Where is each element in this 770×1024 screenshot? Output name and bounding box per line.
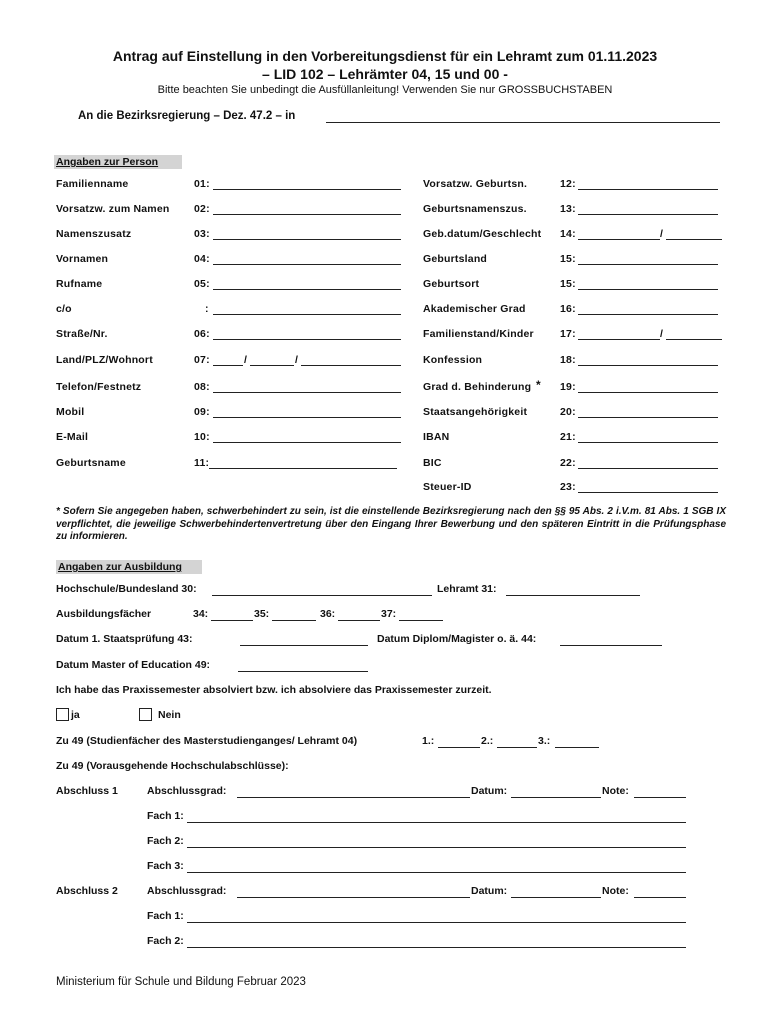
- label-hochschule: Hochschule/Bundesland 30:: [56, 583, 197, 595]
- field-fach1-a1[interactable]: [187, 822, 686, 823]
- form-subtitle: – LID 102 – Lehrämter 04, 15 und 00 -: [262, 66, 508, 82]
- field-10[interactable]: [213, 442, 401, 443]
- label-note-1: Note:: [602, 785, 629, 797]
- label-praxissemester: Ich habe das Praxissemester absolviert bzw. ich absolviere das Praxissemester zurzeit.: [56, 684, 492, 696]
- address-label: An die Bezirksregierung – Dez. 47.2 – in: [78, 110, 296, 122]
- field-12[interactable]: [578, 189, 718, 190]
- label-rufname: Rufname: [56, 278, 103, 290]
- field-11[interactable]: [209, 468, 397, 469]
- num-19: 19:: [560, 381, 576, 393]
- label-namenszusatz: Namenszusatz: [56, 228, 132, 240]
- field-21[interactable]: [578, 442, 718, 443]
- label-vorsatzwort: Vorsatzw. zum Namen: [56, 203, 170, 215]
- label-fach2-a1: Fach 2:: [147, 835, 184, 847]
- field-m2[interactable]: [497, 747, 537, 748]
- field-17-stand[interactable]: [578, 339, 660, 340]
- field-abschlussgrad-2[interactable]: [237, 897, 470, 898]
- label-steuer-id: Steuer-ID: [423, 481, 472, 493]
- num-15b: 15:: [560, 278, 576, 290]
- label-geburtsland: Geburtsland: [423, 253, 488, 265]
- label-staatsangehoerigkeit: Staatsangehörigkeit: [423, 406, 528, 418]
- label-mobil: Mobil: [56, 406, 85, 418]
- num-07: 07:: [194, 354, 210, 366]
- num-18: 18:: [560, 354, 576, 366]
- label-nein: Nein: [158, 709, 181, 721]
- field-08[interactable]: [213, 392, 401, 393]
- field-44[interactable]: [560, 645, 662, 646]
- num-01: 01:: [194, 178, 210, 190]
- label-behinderung: Grad d. Behinderung: [423, 381, 532, 393]
- label-abschlussgrad-1: Abschlussgrad:: [147, 785, 227, 797]
- num-03: 03:: [194, 228, 210, 240]
- label-ausbildungsfaecher: Ausbildungsfächer: [56, 608, 152, 620]
- label-datum-2: Datum:: [471, 885, 508, 897]
- slash-07b: /: [295, 354, 298, 366]
- field-20[interactable]: [578, 417, 718, 418]
- field-02[interactable]: [213, 214, 401, 215]
- field-22[interactable]: [578, 468, 718, 469]
- section-person-title: Angaben zur Person: [54, 155, 182, 169]
- label-wohnort: Land/PLZ/Wohnort: [56, 354, 153, 366]
- label-co: c/o: [56, 303, 72, 315]
- num-co: :: [205, 303, 209, 315]
- field-03[interactable]: [213, 239, 401, 240]
- field-49[interactable]: [238, 671, 368, 672]
- num-16: 16:: [560, 303, 576, 315]
- field-37[interactable]: [399, 620, 443, 621]
- label-vornamen: Vornamen: [56, 253, 109, 265]
- num-35: 35:: [254, 608, 270, 620]
- label-telefon: Telefon/Festnetz: [56, 381, 142, 393]
- num-08: 08:: [194, 381, 210, 393]
- field-fach2-a2[interactable]: [187, 947, 686, 948]
- label-abschlussgrad-2: Abschlussgrad:: [147, 885, 227, 897]
- label-abschluss-2: Abschluss 2: [56, 885, 118, 897]
- field-fach2-a1[interactable]: [187, 847, 686, 848]
- field-19[interactable]: [578, 392, 718, 393]
- label-vorsatzw-geburtsn: Vorsatzw. Geburtsn.: [423, 178, 528, 190]
- field-abschlussgrad-1[interactable]: [237, 797, 470, 798]
- num-06: 06:: [194, 328, 210, 340]
- section-ausbildung-title: Angaben zur Ausbildung: [56, 560, 202, 574]
- field-07-wohnort[interactable]: [301, 365, 401, 366]
- num-22: 22:: [560, 457, 576, 469]
- label-familienstand: Familienstand/Kinder: [423, 328, 534, 340]
- label-email: E-Mail: [56, 431, 89, 443]
- num-09: 09:: [194, 406, 210, 418]
- label-note-2: Note:: [602, 885, 629, 897]
- field-note-2[interactable]: [634, 897, 686, 898]
- label-abschluss-1: Abschluss 1: [56, 785, 118, 797]
- num-36: 36:: [320, 608, 336, 620]
- label-bic: BIC: [423, 457, 442, 469]
- label-staatspruefung: Datum 1. Staatsprüfung 43:: [56, 633, 193, 645]
- field-14-geschlecht[interactable]: [666, 239, 722, 240]
- field-07-plz[interactable]: [250, 365, 294, 366]
- field-04[interactable]: [213, 264, 401, 265]
- field-fach3-a1[interactable]: [187, 872, 686, 873]
- field-31[interactable]: [506, 595, 640, 596]
- label-ja: ja: [71, 709, 80, 721]
- label-fach1-a2: Fach 1:: [147, 910, 184, 922]
- num-23: 23:: [560, 481, 576, 493]
- field-m1[interactable]: [438, 747, 480, 748]
- field-m3[interactable]: [555, 747, 599, 748]
- asterisk-marker: *: [536, 378, 541, 392]
- label-zu49-abschluesse: Zu 49 (Vorausgehende Hochschulabschlüsse):: [56, 760, 289, 772]
- num-14: 14:: [560, 228, 576, 240]
- field-36[interactable]: [338, 620, 380, 621]
- label-lehramt: Lehramt 31:: [437, 583, 497, 595]
- field-datum-2[interactable]: [511, 897, 601, 898]
- label-fach3-a1: Fach 3:: [147, 860, 184, 872]
- num-05: 05:: [194, 278, 210, 290]
- field-06[interactable]: [213, 339, 401, 340]
- num-m3: 3.:: [538, 735, 551, 747]
- field-09[interactable]: [213, 417, 401, 418]
- field-datum-1[interactable]: [511, 797, 601, 798]
- num-10: 10:: [194, 431, 210, 443]
- field-co[interactable]: [213, 314, 401, 315]
- slash-14: /: [660, 228, 663, 240]
- label-geburtsname: Geburtsname: [56, 457, 126, 469]
- label-geburtsnamenszus: Geburtsnamenszus.: [423, 203, 527, 215]
- num-12: 12:: [560, 178, 576, 190]
- field-05[interactable]: [213, 289, 401, 290]
- num-21: 21:: [560, 431, 576, 443]
- label-strasse: Straße/Nr.: [56, 328, 108, 340]
- num-37: 37:: [381, 608, 397, 620]
- field-35[interactable]: [272, 620, 316, 621]
- num-17: 17:: [560, 328, 576, 340]
- form-instruction: Bitte beachten Sie unbedingt die Ausfüllanleitung! Verwenden Sie nur GROSSBUCHSTABEN: [157, 84, 613, 96]
- label-zu49-studienfaecher: Zu 49 (Studienfächer des Masterstudienganges/ Lehramt 04): [56, 735, 358, 747]
- field-16[interactable]: [578, 314, 718, 315]
- num-20: 20:: [560, 406, 576, 418]
- field-14-datum[interactable]: [578, 239, 660, 240]
- field-43[interactable]: [240, 645, 368, 646]
- num-m2: 2.:: [481, 735, 494, 747]
- form-title: Antrag auf Einstellung in den Vorbereitungsdienst für ein Lehramt zum 01.11.2023: [112, 48, 658, 64]
- label-master: Datum Master of Education 49:: [56, 659, 211, 671]
- num-13: 13:: [560, 203, 576, 215]
- slash-07a: /: [244, 354, 247, 366]
- footnote-behinderung: * Sofern Sie angegeben haben, schwerbehindert zu sein, ist die einstellende Bezirksregierung nach den §§ 95 Abs. 2 i.V.m. 81 Abs. 1 SGB IX verpflichtet, die jeweilige Schwerbehindertenvertretung über den Eingang Ihrer Bewerbung und den späteren Eintritt in die Prüfungsphase zu informieren.: [56, 506, 726, 542]
- num-04: 04:: [194, 253, 210, 265]
- label-diplom: Datum Diplom/Magister o. ä. 44:: [377, 633, 537, 645]
- checkbox-ja[interactable]: [56, 708, 69, 721]
- field-17-kinder[interactable]: [666, 339, 722, 340]
- field-15-land[interactable]: [578, 264, 718, 265]
- label-fach2-a2: Fach 2:: [147, 935, 184, 947]
- field-15-ort[interactable]: [578, 289, 718, 290]
- num-34: 34:: [193, 608, 209, 620]
- label-familienname: Familienname: [56, 178, 129, 190]
- field-30[interactable]: [212, 595, 432, 596]
- slash-17: /: [660, 328, 663, 340]
- num-m1: 1.:: [422, 735, 435, 747]
- address-field[interactable]: [326, 122, 720, 123]
- label-konfession: Konfession: [423, 354, 483, 366]
- label-akad-grad: Akademischer Grad: [423, 303, 526, 315]
- num-02: 02:: [194, 203, 210, 215]
- label-gebdatum: Geb.datum/Geschlecht: [423, 228, 542, 240]
- label-iban: IBAN: [423, 431, 450, 443]
- label-fach1-a1: Fach 1:: [147, 810, 184, 822]
- field-01[interactable]: [213, 189, 401, 190]
- field-23[interactable]: [578, 492, 718, 493]
- field-13[interactable]: [578, 214, 718, 215]
- footer-ministerium: Ministerium für Schule und Bildung Februar 2023: [56, 976, 306, 988]
- field-note-1[interactable]: [634, 797, 686, 798]
- field-fach1-a2[interactable]: [187, 922, 686, 923]
- num-15a: 15:: [560, 253, 576, 265]
- label-geburtsort: Geburtsort: [423, 278, 480, 290]
- field-18[interactable]: [578, 365, 718, 366]
- field-07-land[interactable]: [213, 365, 243, 366]
- num-11: 11:: [194, 457, 210, 469]
- label-datum-1: Datum:: [471, 785, 508, 797]
- checkbox-nein[interactable]: [139, 708, 152, 721]
- field-34[interactable]: [211, 620, 253, 621]
